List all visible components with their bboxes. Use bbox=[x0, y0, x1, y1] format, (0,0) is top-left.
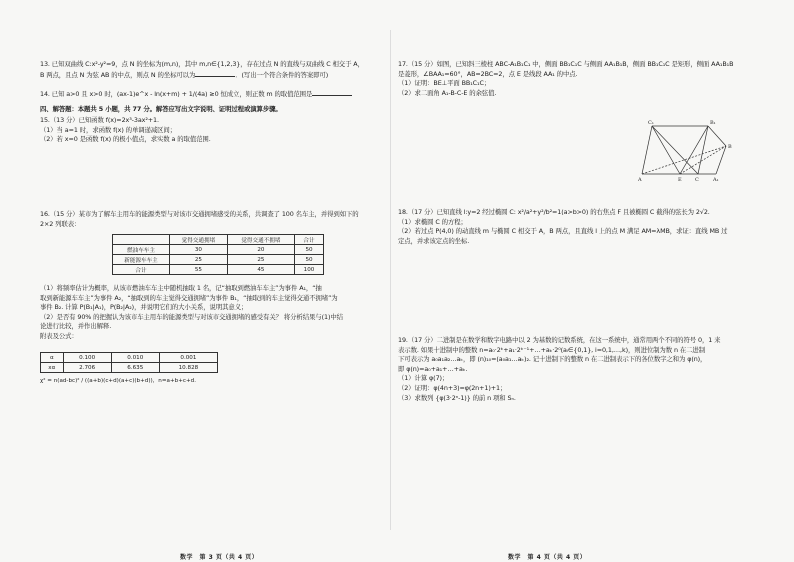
section-4-heading: 四、解答题：本题共 5 小题，共 77 分。解答应写出文字说明、证明过程或演算步骤。 bbox=[40, 105, 282, 113]
q16-part2-b: 论进行比较，并作出解释. bbox=[40, 322, 112, 331]
table-row bbox=[113, 245, 324, 255]
q17-part2: （2）求二面角 A₁-B-C-E 的余弦值. bbox=[398, 88, 497, 97]
page-3-footer: 数学 第 3 页（共 4 页） bbox=[180, 554, 259, 561]
table-cell: 100 bbox=[295, 265, 324, 275]
q13-line2 bbox=[40, 70, 385, 81]
question-13 bbox=[40, 60, 385, 80]
contingency-table bbox=[112, 234, 324, 275]
q18-part2-b: 定点，并求该定点的坐标. bbox=[398, 236, 470, 245]
table-cell: 0.100 bbox=[63, 353, 111, 363]
q17-part1: （1）证明：BE⊥平面 BB₁C₁C； bbox=[398, 79, 491, 88]
table-row bbox=[113, 255, 324, 265]
figure-label: B bbox=[728, 144, 732, 150]
question-19 bbox=[398, 336, 758, 403]
table-cell: 2.706 bbox=[63, 363, 111, 373]
question-17 bbox=[398, 60, 758, 98]
question-14 bbox=[40, 89, 385, 100]
q19-part2: （2）证明：φ(4n+3)=φ(2n+1)+1； bbox=[398, 383, 507, 392]
q18-stem: 18.（17 分）已知直线 l:y=2 经过椭圆 C: x²/a²+y²/b²=1(a>b>0) 的右焦点 F 且被椭圆 C 截得的弦长为 2√2. bbox=[398, 208, 710, 216]
table-cell: 30 bbox=[170, 245, 228, 255]
table-cell: 50 bbox=[295, 245, 324, 255]
q16-stem: 16.（15 分）某市为了解车主用车的能源类型与对该市交通拥堵感受的关系，共调查了 100 名车主，并得到如下的 bbox=[40, 210, 359, 218]
table-cell: 0.010 bbox=[111, 353, 159, 363]
table-header-cell: 觉得交通拥堵 bbox=[170, 235, 228, 245]
page-4 bbox=[398, 18, 758, 561]
table-cell: xα bbox=[41, 363, 64, 373]
table-cell: α bbox=[41, 353, 64, 363]
q14-blank bbox=[312, 89, 352, 96]
prism-edges bbox=[642, 126, 726, 174]
question-15 bbox=[40, 116, 385, 145]
q15-stem: 15.（13 分）已知函数 f(x)=2x³-3ax²+1. bbox=[40, 116, 159, 124]
table-cell: 25 bbox=[227, 255, 294, 265]
q13-blank bbox=[195, 70, 235, 77]
reference-table bbox=[40, 352, 218, 373]
table-cell: 10.828 bbox=[159, 363, 217, 373]
q13-line1: 13. 已知双曲线 C:x²-y²=9，点 N 的坐标为(m,n)，其中 m,n∈{1,2,3}，存在过点 N 的直线与双曲线 C 相交于 A， bbox=[40, 60, 364, 68]
table-cell: 6.635 bbox=[111, 363, 159, 373]
table-cell: 燃油车车主 bbox=[113, 245, 170, 255]
q16-part1: （1）将频率估计为概率，从该市燃油车车主中随机抽取 1 名，记“抽取到燃油车车主”为事件 A₁，“抽 bbox=[40, 284, 322, 292]
prism-figure bbox=[638, 118, 738, 188]
page-divider bbox=[390, 30, 391, 530]
figure-label: C bbox=[695, 177, 699, 183]
q17-stem: 17.（15 分）如图，已知斜三棱柱 ABC-A₁B₁C₁ 中，侧面 BB₁C₁C 与侧面 AA₁B₁B，侧面 BB₁C₁C 是矩形，侧面 AA₁B₁B bbox=[398, 60, 734, 68]
q15-part1: （1）当 a=1 时，求函数 f(x) 的单调递减区间； bbox=[40, 125, 176, 134]
figure-label: C₁ bbox=[648, 120, 654, 126]
figure-label: B₁ bbox=[710, 120, 716, 126]
figure-label: A₁ bbox=[713, 177, 719, 183]
q18-part1: （1）求椭圆 C 的方程； bbox=[398, 217, 467, 226]
reference-label: 附表及公式： bbox=[40, 331, 78, 340]
q13-note: ．(写出一个符合条件的答案即可) bbox=[235, 70, 329, 79]
q19-stem: 19.（17 分）二进制是在数学和数字电路中以 2 为基数的记数系统，在这一系统中，通常用两个不同的符号 0，1 来 bbox=[398, 336, 721, 344]
q14-text: 14. 已知 a>0 且 x>0 时，(ax-1)e^x - ln(x+m) + 1/(4a) ≥0 恒成立，则正数 m 的取值范围是 bbox=[40, 90, 313, 98]
question-16-parts bbox=[40, 284, 385, 342]
table-cell: 合计 bbox=[113, 265, 170, 275]
table-cell: 55 bbox=[170, 265, 228, 275]
table-header-cell: 觉得交通不拥堵 bbox=[227, 235, 294, 245]
table-cell: 45 bbox=[227, 265, 294, 275]
table-row bbox=[113, 265, 324, 275]
table-header-cell: 合计 bbox=[295, 235, 324, 245]
page-4-footer: 数学 第 4 页（共 4 页） bbox=[508, 554, 587, 561]
page-3 bbox=[40, 18, 385, 561]
q19-part1: （1）计算 φ(7)； bbox=[398, 374, 449, 383]
table-row bbox=[41, 353, 218, 363]
question-18 bbox=[398, 208, 758, 246]
table-header-cell bbox=[113, 235, 170, 245]
figure-label: E bbox=[678, 177, 682, 183]
q15-part2: （2）若 x=0 是函数 f(x) 的极小值点，求实数 a 的取值范围. bbox=[40, 135, 211, 144]
table-cell: 0.001 bbox=[159, 353, 217, 363]
table-row bbox=[41, 363, 218, 373]
table-cell: 新能源车车主 bbox=[113, 255, 170, 265]
q16-part1-b: 取到新能源车车主”为事件 A₂，“抽取到的车主觉得交通拥堵”为事件 B₁，“抽取到的车主觉得交通不拥堵”为 bbox=[40, 293, 338, 302]
table-cell: 25 bbox=[170, 255, 228, 265]
q16-part2: （2）是否有 90% 的把握认为该市车主用车的能源类型与对该市交通拥堵的感受有关？ 将分析结果与(1)中结 bbox=[40, 312, 343, 321]
q13-text: B 两点，且点 N 为弦 AB 的中点，则点 N 的坐标可以为 bbox=[40, 70, 196, 79]
chi-square-formula: χ² = n(ad-bc)² / ((a+b)(c+d)(a+c)(b+d))，n=a+b+c+d. bbox=[40, 378, 196, 384]
q16-part1-c: 事件 B₂. 计算 P(B₁|A₁)，P(B₂|A₂)，并说明它们的大小关系，说明其意义； bbox=[40, 303, 248, 312]
q19-stem-3: 下可表示为 a₀a₁a₂…aₖ，即 (n)₁₀=(a₀a₁…aₖ)₂. 记十进制下的整数 n 在二进制表示下的各位数字之和为 φ(n)， bbox=[398, 355, 707, 364]
q19-stem-2: 表示数. 如果十进制中的整数 n=a₀·2ᵏ+a₁·2ᵏ⁻¹+…+aₖ·2⁰(aᵢ∈{0,1}, i=0,1,…,k)，则进位制为数 n 在二进制 bbox=[398, 345, 705, 354]
q17-stem-2: 是菱形，∠BAA₁=60°，AB=2BC=2，点 E 是线段 AA₁ 的中点. bbox=[398, 69, 578, 78]
table-cell: 20 bbox=[227, 245, 294, 255]
figure-label: A bbox=[638, 177, 642, 183]
table-header-row bbox=[113, 235, 324, 245]
q19-part3: （3）求数列 {φ(3·2ⁿ-1)} 的前 n 项和 Sₙ. bbox=[398, 393, 516, 402]
question-16 bbox=[40, 210, 385, 229]
table-cell: 50 bbox=[295, 255, 324, 265]
q19-stem-4: 即 φ(n)=a₀+a₁+…+aₖ. bbox=[398, 364, 468, 373]
q18-part2: （2）若过点 P(4,0) 的动直线 m 与椭圆 C 相交于 A，B 两点，且直线 l 上的点 M 满足 AM=λMB，求证：直线 MB 过 bbox=[398, 227, 728, 236]
q16-stem-2: 2×2 列联表： bbox=[40, 219, 81, 228]
